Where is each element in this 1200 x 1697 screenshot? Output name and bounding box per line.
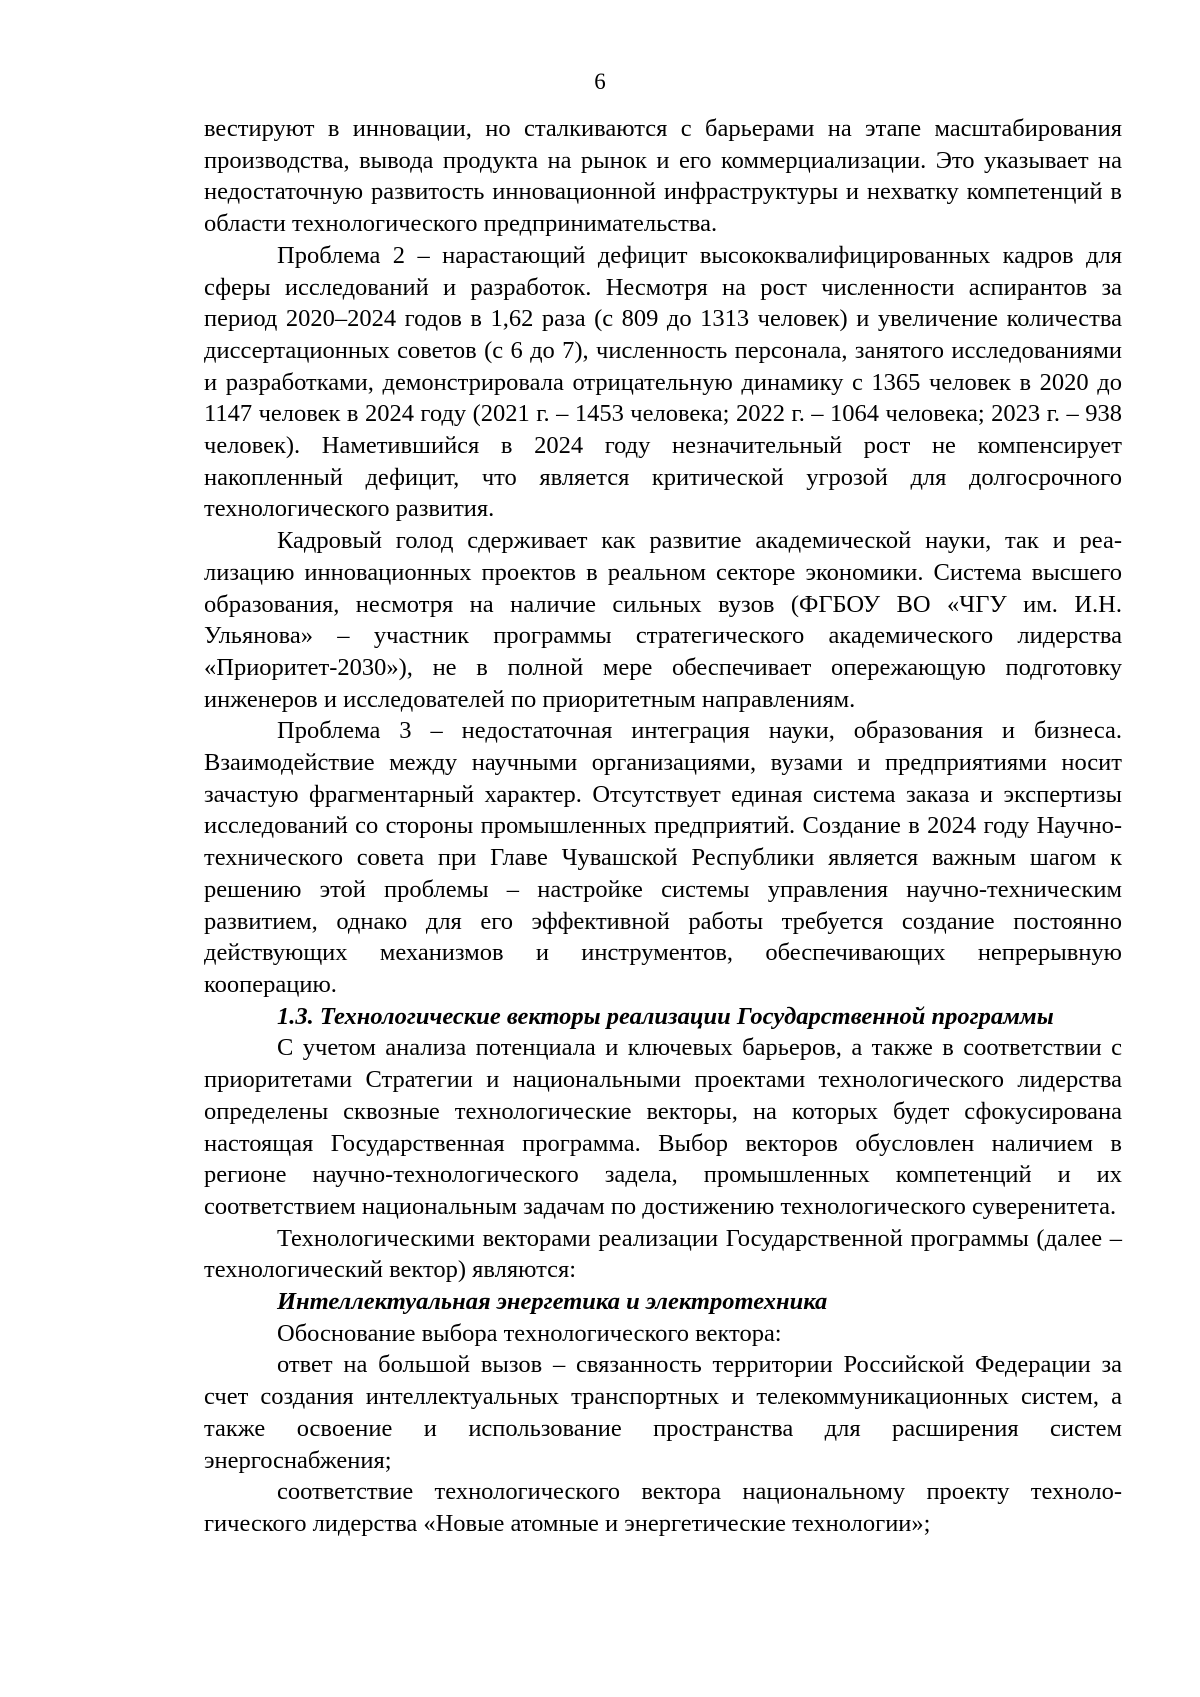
- page-number: 6: [594, 69, 606, 94]
- paragraph-problem-2: Проблема 2 – нарастающий дефицит высококвалифицированных кадров для сферы исследований и разработок. Несмотря на рост численности аспирантов за период 2020–2024 годов в 1,62 раза (с 809 до 1313 человек) и увеличение количества диссертационных советов (с 6 до 7), численность персонала, занятого исследованиями и разработками, демонстрировала отрицательную динамику с 1365 человек в 2020 до 1147 человек в 2024 году (2021 г. – 1453 человека; 2022 г. – 1064 человека; 2023 г. – 938 человек). Наметившийся в 2024 году незначительный рост не компенсирует накопленный дефицит, что является критической угрозой для долгосрочного технологического развития.: [204, 241, 1122, 523]
- vector-heading: Интеллектуальная энергетика и электротехника: [277, 1288, 828, 1316]
- paragraph-problem-3: Проблема 3 – недостаточная интеграция науки, образования и бизнеса. Взаимодействие между научными организациями, вузами и предприятиями носит зачастую фрагментарный характер. Отсутствует единая система заказа и экспертизы исследований со стороны промышленных предприятий. Создание в 2024 году Научно-технического совета при Главе Чувашской Республики является важным шагом к решению этой проблемы – настройке системы управления научно-техническим развитием, однако для его эффективной работы требуется создание постоянно действующих механизмов и инструментов, обеспечивающих непрерывную кооперацию.: [204, 717, 1122, 998]
- paragraph-justification-label: Обоснование выбора технологического вектора:: [277, 1319, 782, 1347]
- paragraph-continuation: вестируют в инновации, но сталкиваются с барьерами на этапе масштабирования производства, вывода продукта на рынок и его коммерциализации. Это указывает на недостаточную развитость инновационной инфраструктуры и нехватку компетенций в области технологического предпринимательства.: [204, 115, 1122, 238]
- paragraph-vectors-list-intro: Технологическими векторами реализации Государственной программы (далее – технологический вектор) являются:: [204, 1224, 1122, 1284]
- paragraph-national-project: соответствие технологического вектора национальному проекту технологического лидерства «Новые атомные и энергетические технологии»;: [204, 1478, 1122, 1537]
- section-heading: 1.3. Технологические векторы реализации Государственной программы: [277, 1002, 1054, 1030]
- paragraph-staff-shortage: Кадровый голод сдерживает как развитие академической науки, так и реализацию инновационных проектов в реальном секторе экономики. Система высшего образования, несмотря на наличие сильных вузов (ФГБОУ ВО «ЧГУ им. И.Н. Ульянова» – участник программы стратегического академического лидерства «Приоритет-2030»), не в полной мере обеспечивает опережающую подготовку инженеров и исследователей по приоритетным направлениям.: [204, 527, 1122, 713]
- paragraph-vectors-intro: С учетом анализа потенциала и ключевых барьеров, а также в соответствии с приоритетами Стратегии и национальными проектами технологического лидерства определены сквозные технологические векторы, на которых будет сфокусирована настоящая Государственная программа. Выбор векторов обусловлен наличием в регионе научно-технологического задела, промышленных компетенций и их соответствием национальным задачам по достижению технологического суверенитета.: [204, 1034, 1122, 1220]
- paragraph-grand-challenge: ответ на большой вызов – связанность территории Российской Федерации за счет создания интеллектуальных транспортных и телекоммуникационных систем, а также освоение и использование пространства для расширения систем энергоснабжения;: [204, 1351, 1122, 1474]
- document-body: [204, 113, 1122, 1540]
